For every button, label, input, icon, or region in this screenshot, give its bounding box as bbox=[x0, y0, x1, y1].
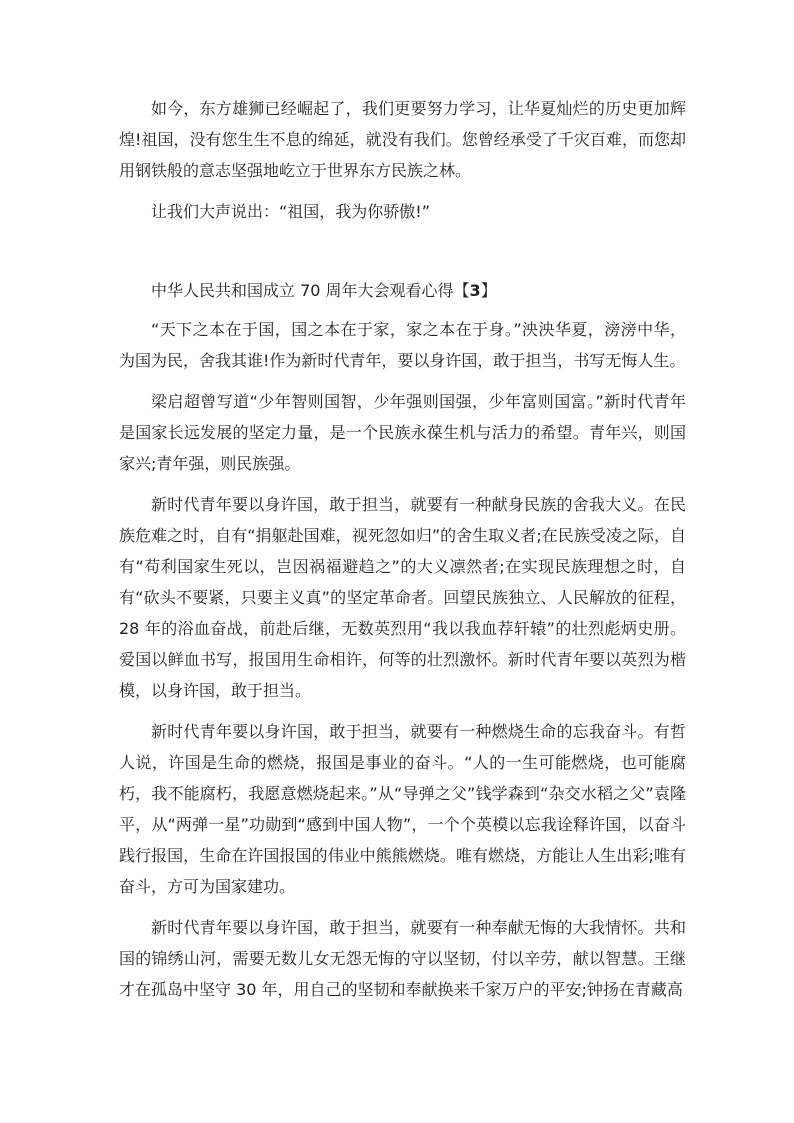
paragraph-body-1: “天下之本在于国，国之本在于家，家之本在于身。”泱泱华夏，滂滂中华，为国为民，舍我其谁!作为新时代青年，要以身许国，敢于担当，书写无悔人生。 bbox=[119, 320, 686, 370]
paragraph-body-3: 新时代青年要以身许国，敢于担当，就要有一种献身民族的舍我大义。在民族危难之时，自有“捐躯赴国难，视死忽如归”的舍生取义者;在民族受凌之际，自有“苟利国家生死以，岂因祸福避趋之”的大义凛然者;在实现民族理想之时，自有“砍头不要紧，只要主义真”的坚定革命者。回望民族独立、人民解放的征程，28 年的浴血奋战，前赴后继，无数英烈用“我以我血荐轩辕”的壮烈彪炳史册。爱国以鲜血书写，报国用生命相许，何等的壮烈激怀。新时代青年要以英烈为楷模，以身许国，敢于担当。 bbox=[119, 495, 686, 700]
paragraph-top-1: 如今，东方雄狮已经崛起了，我们更要努力学习，让华夏灿烂的历史更加辉煌!祖国，没有您生生不息的绵延，就没有我们。您曾经承受了千灾百难，而您却用钢铁般的意志坚强地屹立于世界东方民族之林。 bbox=[119, 99, 686, 180]
paragraph-body-5: 新时代青年要以身许国，敢于担当，就要有一种奉献无悔的大我情怀。共和国的锦绣山河，需要无数儿女无怨无悔的守以坚韧，付以辛劳，献以智慧。王继才在孤岛中坚守 30 年，用自己的坚韧和奉献换来千家万户的平安;钟扬在青藏高 bbox=[119, 918, 686, 999]
document-body bbox=[119, 93, 686, 1015]
paragraph-top-2: 让我们大声说出：“祖国，我为你骄傲!” bbox=[151, 202, 430, 221]
paragraph-body-4: 新时代青年要以身许国，敢于担当，就要有一种燃烧生命的忘我奋斗。有哲人说，许国是生命的燃烧，报国是事业的奋斗。“人的一生可能燃烧，也可能腐朽，我不能腐朽，我愿意燃烧起来。”从“导弹之父”钱学森到“杂交水稻之父”袁隆平，从“两弹一星”功勋到“感到中国人物”，一个个英模以忘我诠释许国，以奋斗践行报国，生命在许国报国的伟业中熊熊燃烧。唯有燃烧，方能让人生出彩;唯有奋斗，方可为国家建功。 bbox=[119, 722, 686, 896]
section-heading bbox=[119, 275, 686, 306]
section-heading-suffix: 】 bbox=[480, 281, 497, 300]
section-heading-number: 3 bbox=[469, 281, 481, 300]
section-heading-prefix: 中华人民共和国成立 70 周年大会观看心得【 bbox=[151, 281, 470, 300]
paragraph-body-2: 梁启超曾写道“少年智则国智，少年强则国强，少年富则国富。”新时代青年是国家长远发展的坚定力量，是一个民族永葆生机与活力的希望。青年兴，则国家兴;青年强，则民族强。 bbox=[119, 392, 686, 473]
